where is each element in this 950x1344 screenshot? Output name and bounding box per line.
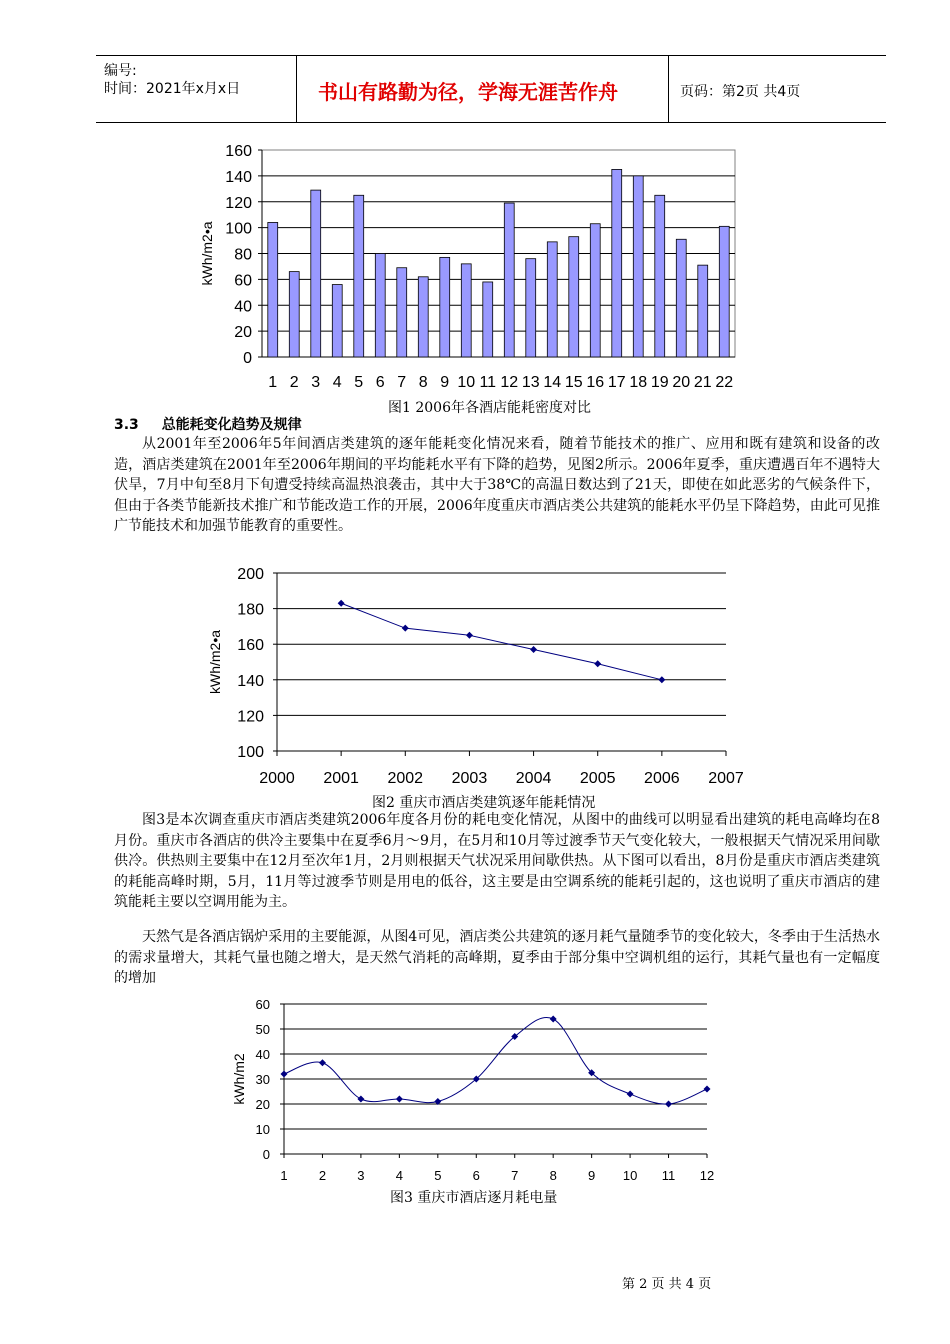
chart3-caption: 图3 重庆市酒店逐月耗电量 [390, 1190, 558, 1206]
y-axis-title: kWh/m2•a [207, 629, 223, 695]
page-info: 页码：第2页 共4页 [680, 84, 801, 100]
x-tick-label: 6 [472, 1168, 480, 1183]
x-tick-label: 18 [629, 374, 648, 391]
y-tick-label: 200 [237, 566, 264, 583]
x-tick-label: 20 [672, 374, 691, 391]
x-tick-label: 2001 [323, 770, 359, 787]
paragraph-monthly-electricity: 图3是本次调查重庆市酒店类建筑2006年度各月份的耗电变化情况，从图中的曲线可以明显看出建筑的耗电高峰均在8月份。重庆市各酒店的供冷主要集中在夏季6月～9月，在5月和10月等过渡季节天气变化较大，一般根据天气情况采用间歇供冷。供热则主要集中在12月至次年1月，2月则根据天气状况采用间歇供热。从下图可以看出，8月份是重庆市酒店类建筑的耗能高峰时期，5月，11月等过渡季节则是用电的低谷，这主要是由空调系统的能耗引起的，这也说明了重庆市酒店的建筑能耗主要以空调用能为主。 [114, 812, 880, 910]
x-tick-label: 2005 [579, 770, 616, 787]
chart1-caption: 图1 2006年各酒店能耗密度对比 [388, 400, 591, 416]
y-tick-label: 140 [237, 672, 264, 690]
x-tick-label: 14 [543, 374, 562, 391]
x-tick-label: 2006 [644, 770, 680, 787]
section-number: 3.3 [114, 417, 139, 433]
y-tick-label: 50 [255, 1022, 270, 1037]
data-point [281, 1071, 288, 1078]
data-point [319, 1059, 326, 1066]
y-tick-label: 40 [234, 298, 252, 316]
paragraph-trend: 从2001年至2006年5年间酒店类建筑的逐年能耗变化情况来看，随着节能技术的推广、应用和既有建筑和设备的改造，酒店类建筑在2001年至2006年期间的平均能耗水平有下降的趋势，见图2所示。2006年夏季，重庆遭遇百年不遇特大伏旱，7月中旬至8月下旬遭受持续高温热浪袭击，其中大于38℃的高温日数达到了21天，即使在如此恶劣的气候条件下，但由于各类节能新技术推广和节能改造工作的开展，2006年度重庆市酒店类公共建筑的能耗水平仍呈下降趋势，由此可见推广节能技术和加强节能教育的重要性。 [114, 436, 880, 534]
data-point [550, 1016, 557, 1023]
y-tick-label: 60 [234, 272, 252, 290]
x-tick-label: 17 [607, 374, 626, 391]
x-tick-label: 10 [622, 1168, 638, 1183]
x-tick-label: 21 [693, 374, 712, 391]
footer-page-number: 第 2 页 共 4 页 [622, 1277, 712, 1292]
data-point [665, 1101, 672, 1108]
x-tick-label: 22 [715, 374, 734, 391]
x-tick-label: 4 [395, 1168, 403, 1183]
series-line [284, 1018, 707, 1105]
y-tick-label: 30 [255, 1072, 270, 1087]
x-tick-label: 9 [588, 1168, 596, 1183]
x-tick-label: 19 [650, 374, 669, 391]
x-tick-label: 2000 [259, 770, 295, 787]
x-tick-label: 15 [564, 374, 583, 391]
x-tick-label: 8 [418, 374, 428, 391]
x-tick-label: 11 [661, 1168, 676, 1183]
x-tick-label: 1 [280, 1168, 288, 1183]
x-tick-label: 13 [521, 374, 540, 391]
y-tick-label: 120 [237, 708, 264, 726]
x-tick-label: 2007 [708, 770, 744, 787]
serial-label: 编号: [104, 63, 137, 79]
x-tick-label: 5 [434, 1168, 442, 1183]
y-tick-label: 100 [225, 220, 252, 238]
y-tick-label: 140 [225, 168, 252, 186]
section-title: 总能耗变化趋势及规律 [161, 417, 302, 433]
y-tick-label: 120 [225, 194, 252, 212]
x-tick-label: 9 [440, 374, 450, 391]
x-tick-label: 6 [375, 374, 385, 391]
x-tick-label: 7 [511, 1168, 519, 1183]
y-axis-title: kWh/m2•a [199, 221, 215, 286]
data-point [627, 1091, 634, 1098]
x-tick-label: 3 [357, 1168, 365, 1183]
y-tick-label: 60 [255, 997, 270, 1012]
x-tick-label: 2004 [515, 770, 552, 787]
x-tick-label: 8 [549, 1168, 557, 1183]
y-tick-label: 20 [234, 324, 252, 342]
y-tick-label: 40 [255, 1047, 270, 1062]
x-tick-label: 12 [699, 1168, 715, 1183]
y-tick-label: 180 [237, 601, 264, 619]
x-tick-label: 7 [397, 374, 407, 391]
x-tick-label: 2 [318, 1168, 327, 1183]
x-tick-label: 2 [289, 374, 299, 391]
y-tick-label: 0 [262, 1147, 270, 1162]
time-label: 时间：2021年x月x日 [104, 81, 241, 97]
data-point [396, 1096, 403, 1103]
x-tick-label: 2002 [387, 770, 424, 787]
y-tick-label: 20 [255, 1097, 270, 1112]
chart2-caption: 图2 重庆市酒店类建筑逐年能耗情况 [372, 795, 596, 811]
y-tick-label: 10 [255, 1122, 270, 1137]
x-tick-label: 16 [586, 374, 605, 391]
y-tick-label: 100 [237, 744, 264, 761]
header-motto: 书山有路勤为径，学海无涯苦作舟 [318, 80, 618, 104]
y-axis-title: kWh/m2 [231, 1053, 247, 1105]
y-tick-label: 0 [243, 350, 252, 367]
x-tick-label: 10 [457, 374, 476, 391]
y-tick-label: 160 [225, 143, 252, 160]
data-point [357, 1096, 364, 1103]
x-tick-label: 1 [268, 374, 278, 391]
x-tick-label: 5 [354, 374, 364, 391]
x-tick-label: 2003 [451, 770, 488, 787]
x-tick-label: 12 [500, 374, 519, 391]
x-tick-label: 4 [332, 374, 342, 391]
x-tick-label: 3 [311, 374, 321, 391]
y-tick-label: 80 [234, 246, 252, 264]
x-tick-label: 11 [479, 374, 497, 391]
y-tick-label: 160 [237, 637, 264, 655]
data-point [704, 1086, 711, 1093]
paragraph-natural-gas: 天然气是各酒店锅炉采用的主要能源，从图4可见，酒店类公共建筑的逐月耗气量随季节的变化较大，冬季由于生活热水的需求量增大，其耗气量也随之增大，是天然气消耗的高峰期，夏季由于部分集中空调机组的运行，其耗气量也有一定幅度的增加 [114, 929, 880, 986]
